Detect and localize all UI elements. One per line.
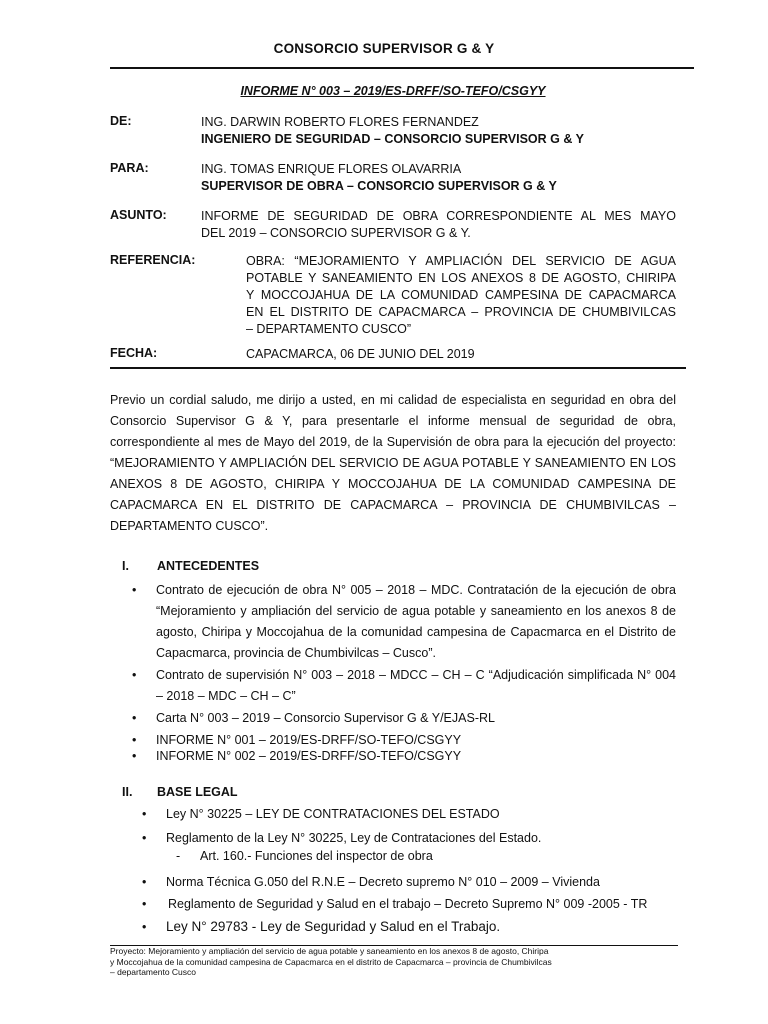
referencia-line-4: EN EL DISTRITO DE CAPACMARCA – PROVINCIA DE CHUMBIVILCAS	[246, 305, 676, 319]
de-role: INGENIERO DE SEGURIDAD – CONSORCIO SUPERVISOR G & Y	[201, 132, 584, 146]
bullet-icon: •	[142, 807, 147, 821]
antecedente-item: INFORME N° 002 – 2019/ES-DRFF/SO-TEFO/CSGYY	[156, 749, 462, 763]
para-label: PARA:	[110, 161, 149, 175]
bullet-icon: •	[132, 711, 137, 725]
referencia-line-1: OBRA: “MEJORAMIENTO Y AMPLIACIÓN DEL SERVICIO DE AGUA	[246, 254, 676, 268]
section-title: ANTECEDENTES	[157, 559, 260, 573]
bullet-icon: •	[142, 897, 147, 911]
antecedente-item: INFORME N° 001 – 2019/ES-DRFF/SO-TEFO/CSGYY	[156, 733, 462, 747]
dash-marker: -	[176, 849, 181, 863]
asunto-line-1: INFORME DE SEGURIDAD DE OBRA CORRESPONDIENTE AL MES MAYO	[201, 209, 676, 223]
footer-line-1: Proyecto: Mejoramiento y ampliación del servicio de agua potable y saneamiento en los anexos 8 de agosto, Chiripa	[110, 946, 549, 956]
section-antecedentes-heading	[122, 559, 259, 573]
bullet-icon: •	[132, 749, 137, 763]
de-name: ING. DARWIN ROBERTO FLORES FERNANDEZ	[201, 115, 479, 129]
fecha-label: FECHA:	[110, 346, 158, 360]
bullet-icon: •	[132, 583, 137, 597]
referencia-line-2: POTABLE Y SANEAMIENTO EN LOS ANEXOS 8 DE AGOSTO, CHIRIPA	[246, 271, 676, 285]
footer-line-3: – departamento Cusco	[110, 967, 196, 977]
para-name: ING. TOMAS ENRIQUE FLORES OLAVARRIA	[201, 162, 462, 176]
asunto-line-2: DEL 2019 – CONSORCIO SUPERVISOR G & Y.	[201, 226, 471, 240]
referencia-label: REFERENCIA:	[110, 253, 196, 267]
page-footer	[110, 946, 670, 978]
antecedente-item: Contrato de supervisión N° 003 – 2018 – MDCC – CH – C “Adjudicación simplificada N° 004 – 2018 – MDC – CH – C”	[156, 668, 676, 703]
asunto-label: ASUNTO:	[110, 208, 167, 222]
referencia-line-5: – DEPARTAMENTO CUSCO”	[246, 322, 412, 336]
base-legal-item: Ley N° 29783 - Ley de Seguridad y Salud en el Trabajo.	[166, 919, 501, 934]
report-number: INFORME N° 003 – 2019/ES-DRFF/SO-TEFO/CSGYY	[240, 84, 546, 98]
bullet-icon: •	[132, 733, 137, 747]
antecedente-item: Contrato de ejecución de obra N° 005 – 2018 – MDC. Contratación de la ejecución de obra “Mejoramiento y ampliación del servicio de agua potable y saneamiento en los anexos 8 de agosto, Chiripa y Moccojahua de la comunidad campesina de Capacmarca en el Distrito de Capacmarca, provincia de Chumbivilcas – Cusco”.	[156, 583, 676, 660]
organization-header: CONSORCIO SUPERVISOR G & Y	[273, 41, 495, 56]
bullet-icon: •	[142, 875, 147, 889]
base-legal-item: Reglamento de Seguridad y Salud en el trabajo – Decreto Supremo N° 009 -2005 - TR	[168, 897, 648, 911]
para-role: SUPERVISOR DE OBRA – CONSORCIO SUPERVISOR G & Y	[201, 179, 557, 193]
header-rule	[110, 67, 694, 69]
antecedente-item: Carta N° 003 – 2019 – Consorcio Supervisor G & Y/EJAS-RL	[156, 711, 495, 725]
base-legal-subitem: Art. 160.- Funciones del inspector de obra	[200, 849, 433, 863]
bullet-icon: •	[132, 668, 137, 682]
referencia-line-3: Y MOCCOJAHUA DE LA COMUNIDAD CAMPESINA DE CAPACMARCA	[246, 288, 676, 302]
intro-paragraph: Previo un cordial saludo, me dirijo a usted, en mi calidad de especialista en seguridad en obra del Consorcio Supervisor G & Y, para presentarle el informe mensual de seguridad de obra, correspondiente al mes de Mayo del 2019, de la Supervisión de obra para la ejecución del proyecto: “MEJORAMIENTO Y AMPLIACIÓN DEL SERVICIO DE AGUA POTABLE Y SANEAMIENTO EN LOS ANEXOS 8 DE AGOSTO, CHIRIPA Y MOCCOJAHUA DE LA COMUNIDAD CAMPESINA DE CAPACMARCA EN EL DISTRITO DE CAPACMARCA – PROVINCIA DE CHUMBIVILCAS – DEPARTAMENTO CUSCO”.	[110, 393, 676, 533]
section-number: II.	[122, 785, 133, 799]
bullet-icon: •	[142, 920, 147, 934]
section-number: I.	[122, 559, 129, 573]
section-title: BASE LEGAL	[157, 785, 238, 799]
section-base-legal-heading	[122, 785, 238, 799]
de-label: DE:	[110, 114, 132, 128]
bullet-icon: •	[142, 831, 147, 845]
fecha-value: CAPACMARCA, 06 DE JUNIO DEL 2019	[246, 347, 475, 361]
footer-line-2: y Moccojahua de la comunidad campesina de Capacmarca en el distrito de Capacmarca – provincia de Chumbivilcas	[110, 956, 552, 967]
base-legal-item: Reglamento de la Ley N° 30225, Ley de Contrataciones del Estado.	[166, 831, 542, 845]
base-legal-item: Norma Técnica G.050 del R.N.E – Decreto supremo N° 010 – 2009 – Vivienda	[166, 875, 600, 889]
base-legal-item: Ley N° 30225 – LEY DE CONTRATACIONES DEL ESTADO	[166, 807, 500, 821]
memo-rule	[110, 367, 686, 369]
